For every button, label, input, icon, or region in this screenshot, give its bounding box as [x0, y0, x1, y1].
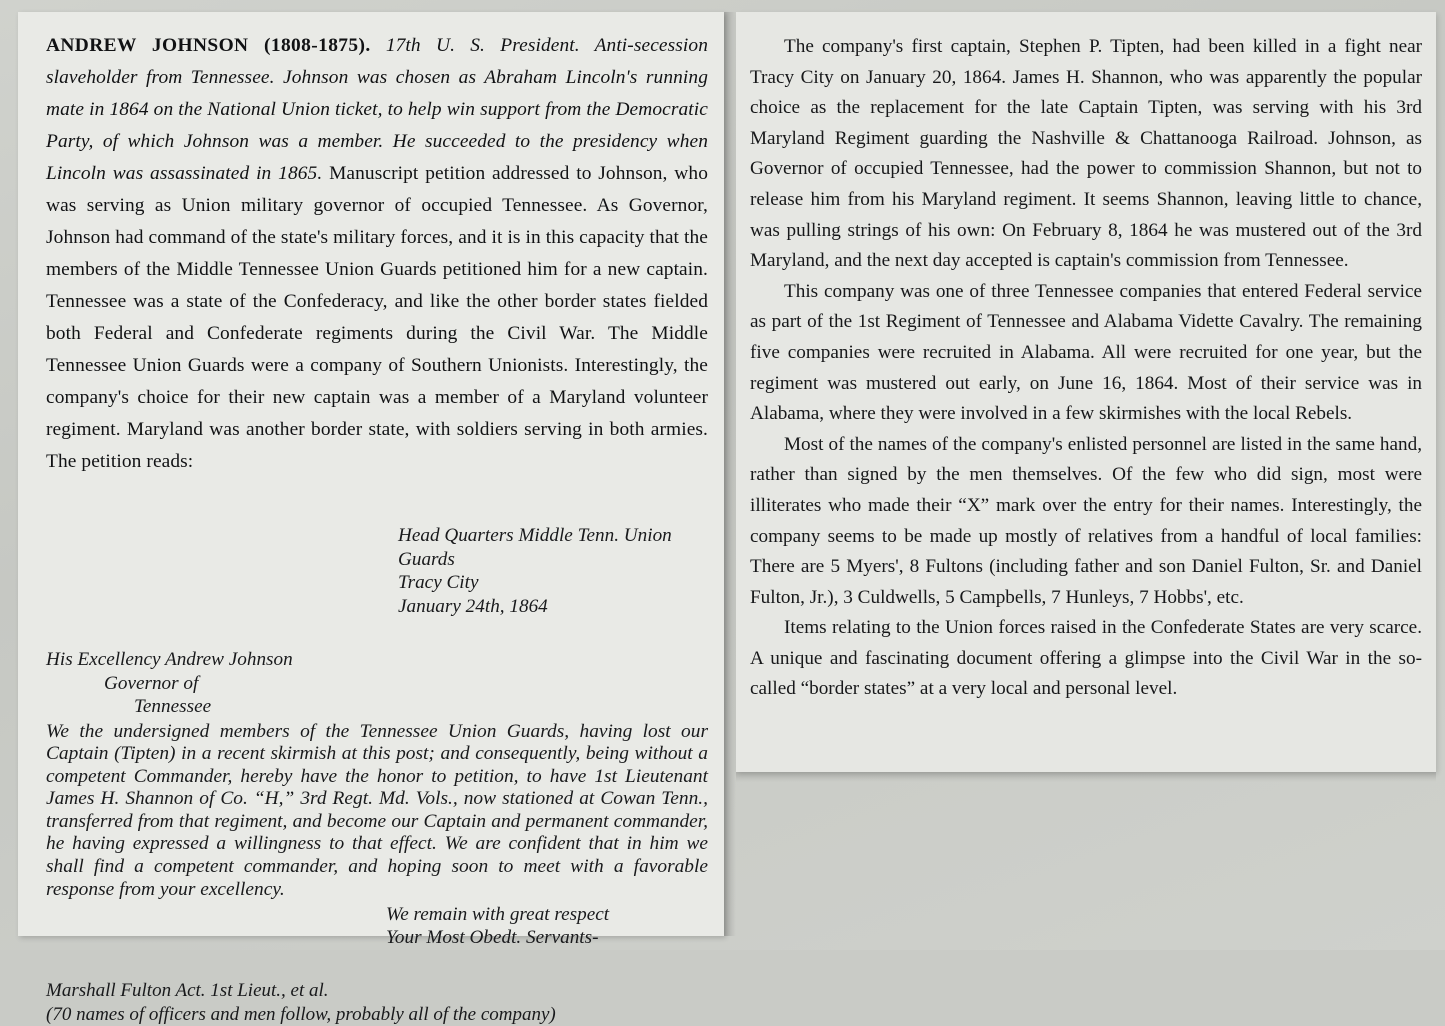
intro-paragraph	[46, 30, 708, 478]
address-line-3: Tennessee	[134, 696, 212, 717]
heading-line-2: Tracy City	[398, 572, 479, 593]
signature-block	[46, 979, 708, 1026]
subject-name: ANDREW JOHNSON (1808-1875).	[46, 35, 371, 56]
page-fold-shadow	[724, 12, 736, 936]
right-card-bottom-shadow	[736, 772, 1436, 782]
right-column-card	[736, 12, 1436, 772]
heading-line-1: Head Quarters Middle Tenn. Union Guards	[398, 525, 672, 570]
subject-description: Manuscript petition addressed to Johnson, who was serving as Union military governor of occupied Tennessee. As Governor, Johnson had command of the state's military forces, and it is in this capacity that the members of the Middle Tennessee Union Guards petitioned him for a new captain. Tennessee was a state of the Confederacy, and like the other border states fielded both Federal and Confederate regiments during the Civil War. The Middle Tennessee Union Guards were a company of Southern Unionists. Interestingly, the company's choice for their new captain was a member of a Maryland volunteer regiment. Maryland was another border state, with soldiers serving in both armies. The petition reads:	[46, 163, 708, 472]
address-line-1: His Excellency Andrew Johnson	[46, 649, 293, 670]
letter-heading	[398, 524, 708, 618]
heading-line-3: January 24th, 1864	[398, 595, 548, 617]
right-paragraph-3: Most of the names of the company's enlisted personnel are listed in the same hand, rather than signed by the men themselves. Of the few who did sign, most were illiterates who made their “X” mark over the entry for their names. Interestingly, the company seems to be made up mostly of relatives from a handful of local families: There are 5 Myers', 8 Fultons (including father and son Daniel Fulton, Sr. and Daniel Fulton, Jr.), 3 Culdwells, 5 Campbells, 7 Hunleys, 7 Hobbs', etc.	[750, 433, 1422, 608]
closing-line-1: We remain with great respect	[386, 904, 610, 926]
letter-address	[46, 648, 708, 719]
letter-closing	[386, 903, 708, 949]
signature-line-1: Marshall Fulton Act. 1st Lieut., et al.	[46, 980, 329, 1002]
closing-line-2: Your Most Obedt. Servants-	[386, 927, 599, 949]
left-column-card	[18, 12, 724, 1025]
subject-italic-summary: 17th U. S. President. Anti-secession slaveholder from Tennessee. Johnson was chosen as Abraham Lincoln's running mate in 1864 on the National Union ticket, to help win support from the Democratic Party, of which Johnson was a member. He succeeded to the presidency when Lincoln was assassinated in 1865.	[46, 35, 708, 184]
signature-line-2: (70 names of officers and men follow, probably all of the company)	[46, 1003, 556, 1025]
petition-body: We the undersigned members of the Tennessee Union Guards, having lost our Captain (Tipten) in a recent skirmish at this post; and consequently, being without a competent Commander, hereby have the honor to petition, to have 1st Lieutenant James H. Shannon of Co. “H,” 3rd Regt. Md. Vols., now stationed at Cowan Tenn., transferred from that regiment, and become our Captain and permanent commander, he having expressed a willingness to that effect. We are confident that in him we shall find a competent commander, and hoping soon to meet with a favorable response from your excellency.	[46, 720, 708, 900]
right-paragraph-2: This company was one of three Tennessee companies that entered Federal service as part of the 1st Regiment of Tennessee and Alabama Vidette Cavalry. The remaining five companies were recruited in Alabama. All were recruited for one year, but the regiment was mustered out early, on June 16, 1864. Most of their service was in Alabama, where they were involved in a few skirmishes with the local Rebels.	[750, 280, 1422, 425]
right-paragraph-4: Items relating to the Union forces raised in the Confederate States are very scarce. A unique and fascinating document offering a glimpse into the Civil War in the so-called “border states” at a very local and personal level.	[750, 617, 1422, 700]
right-paragraph-1: The company's first captain, Stephen P. Tipten, had been killed in a fight near Tracy City on January 20, 1864. James H. Shannon, who was apparently the popular choice as the replacement for the late Captain Tipten, was serving with his 3rd Maryland Regiment guarding the Nashville & Chattanooga Railroad. Johnson, as Governor of occupied Tennessee, had the power to commission Shannon, but not to release him from his Maryland regiment. It seems Shannon, leaving little to chance, was pulling strings of his own: On February 8, 1864 he was mustered out of the 3rd Maryland, and the next day accepted is captain's commission from Tennessee.	[750, 36, 1422, 272]
address-line-2: Governor of	[104, 672, 199, 694]
